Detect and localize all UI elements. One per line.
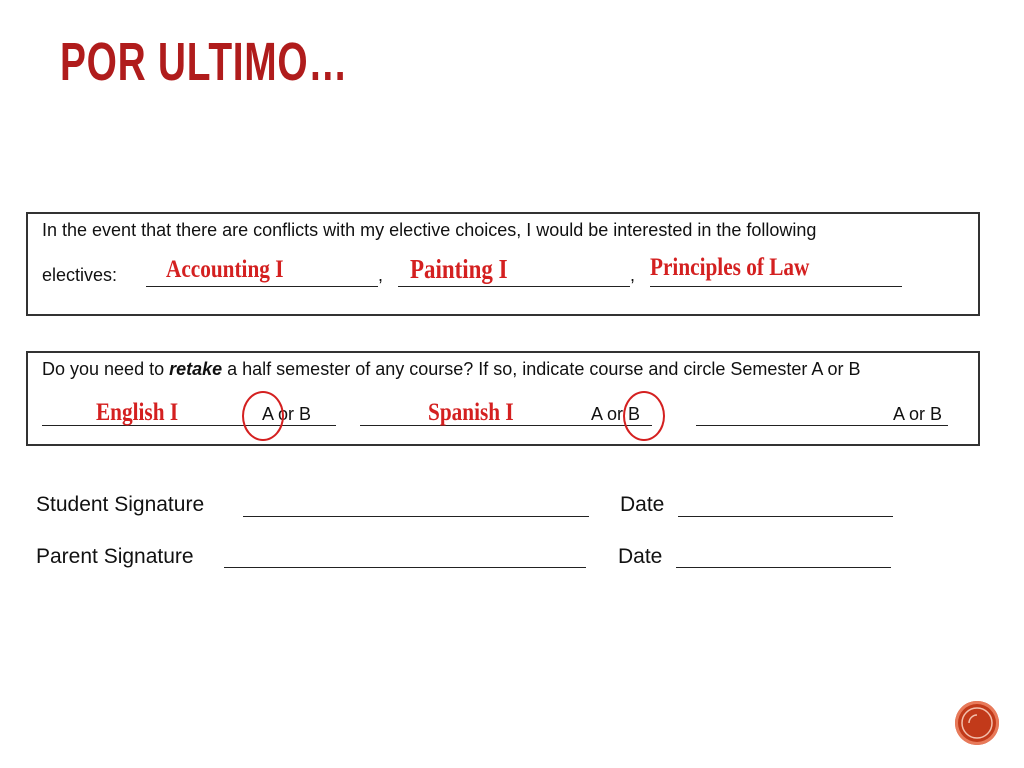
elective-comma-1: ,: [378, 265, 384, 285]
circle-button-icon: [955, 701, 999, 745]
elective-line-3[interactable]: [650, 286, 902, 287]
retake-emphasis: retake: [169, 359, 223, 379]
retake-course-1: English I: [96, 399, 179, 426]
student-date-label: Date: [620, 493, 665, 516]
retake-prompt-after: a half semester of any course? If so, indicate course and circle Semester A or B: [222, 359, 861, 379]
retake-line-1[interactable]: [42, 425, 336, 426]
parent-signature-line[interactable]: [224, 567, 586, 568]
retake-prompt-before: Do you need to: [42, 359, 170, 379]
elective-line-2[interactable]: [398, 286, 630, 287]
electives-box: [26, 212, 980, 316]
retake-semester-2: A or B: [591, 404, 641, 424]
elective-choice-2: Painting I: [410, 254, 508, 284]
elective-choice-1: Accounting I: [166, 256, 284, 283]
retake-semester-3: A or B: [893, 404, 943, 424]
retake-box: [26, 351, 980, 446]
semester-b-circle-mark: [623, 391, 665, 441]
elective-choice-3: Principles of Law: [650, 254, 810, 281]
retake-semester-1: A or B: [262, 404, 312, 424]
semester-a-circle-mark: [242, 391, 284, 441]
student-date-line[interactable]: [678, 516, 893, 517]
retake-course-2: Spanish I: [428, 399, 514, 426]
student-signature-label: Student Signature: [36, 493, 205, 516]
elective-comma-2: ,: [630, 265, 636, 285]
parent-signature-label: Parent Signature: [36, 545, 194, 568]
slide-nav-button[interactable]: [955, 701, 999, 745]
parent-date-line[interactable]: [676, 567, 891, 568]
parent-date-label: Date: [618, 545, 663, 568]
student-signature-line[interactable]: [243, 516, 589, 517]
elective-line-1[interactable]: [146, 286, 378, 287]
electives-prompt: In the event that there are conflicts with my elective choices, I would be interested in the following: [42, 220, 817, 240]
retake-prompt: [42, 359, 860, 380]
retake-line-3[interactable]: [696, 425, 948, 426]
page-title: POR ULTIMO…: [60, 32, 348, 92]
electives-label: electives:: [42, 265, 118, 285]
